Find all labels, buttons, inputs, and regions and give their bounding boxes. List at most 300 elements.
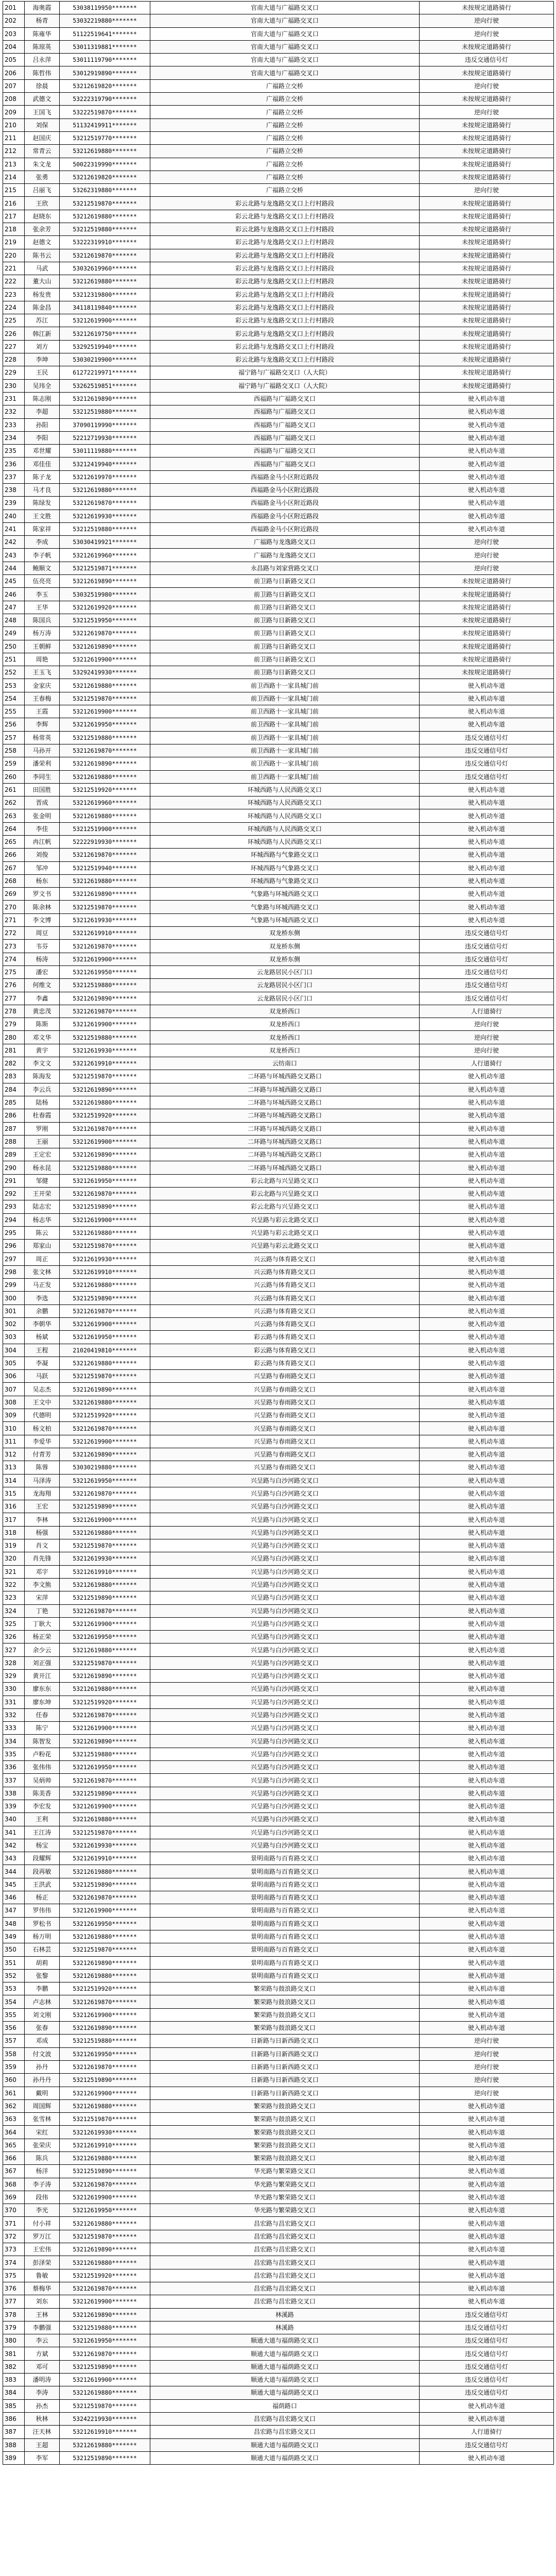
violation-type-cell: 驶入机动车道: [420, 679, 554, 692]
person-name-cell: 马正发: [25, 1279, 60, 1292]
violation-type-cell: 驶入机动车道: [420, 1161, 554, 1174]
id-number-cell: 53212619870*******: [60, 1005, 150, 1018]
person-name-cell: 王利: [25, 1813, 60, 1826]
table-row: [3, 223, 554, 236]
violation-type-cell: 违反交通信号灯: [420, 744, 554, 757]
violation-type-cell: 驶入机动车道: [420, 861, 554, 874]
id-number-cell: 53212619900*******: [60, 2374, 150, 2386]
location-cell: 兴呈路与白沙河路交叉口: [150, 1839, 420, 1852]
id-number-cell: 53212619870*******: [60, 1995, 150, 2008]
id-number-cell: 53212619950*******: [60, 1917, 150, 1930]
table-row: [3, 2060, 554, 2073]
row-number-cell: 226: [3, 327, 25, 340]
person-name-cell: 潘荣利: [25, 757, 60, 770]
violation-type-cell: 驶入机动车道: [420, 2113, 554, 2126]
location-cell: 彩云北路与龙逸路交叉口上行村路段: [150, 314, 420, 327]
location-cell: 广福路立交桥: [150, 145, 420, 158]
row-number-cell: 383: [3, 2374, 25, 2386]
location-cell: 云纺南口: [150, 1057, 420, 1070]
row-number-cell: 242: [3, 536, 25, 549]
violation-type-cell: 未按规定道路骑行: [420, 131, 554, 144]
table-row: [3, 1344, 554, 1357]
person-name-cell: 苏江: [25, 314, 60, 327]
violation-type-cell: 逆向行驶: [420, 14, 554, 27]
row-number-cell: 230: [3, 379, 25, 392]
person-name-cell: 张雪林: [25, 2113, 60, 2126]
table-row: [3, 1604, 554, 1617]
row-number-cell: 207: [3, 79, 25, 92]
row-number-cell: 343: [3, 1852, 25, 1865]
row-number-cell: 374: [3, 2256, 25, 2269]
row-number-cell: 249: [3, 627, 25, 640]
row-number-cell: 286: [3, 1109, 25, 1122]
location-cell: 官南大道与广福路交叉口: [150, 14, 420, 27]
person-name-cell: 王宏伟: [25, 2243, 60, 2256]
row-number-cell: 320: [3, 1552, 25, 1565]
person-name-cell: 王欣: [25, 197, 60, 210]
id-number-cell: 53212519870*******: [60, 1370, 150, 1383]
table-row: [3, 2282, 554, 2295]
person-name-cell: 吴炳帅: [25, 1774, 60, 1787]
person-name-cell: 丁耿大: [25, 1617, 60, 1630]
id-number-cell: 53212519890*******: [60, 1878, 150, 1891]
row-number-cell: 247: [3, 601, 25, 614]
person-name-cell: 周正: [25, 1252, 60, 1265]
id-number-cell: 53212619870*******: [60, 744, 150, 757]
id-number-cell: 53212619880*******: [60, 1865, 150, 1878]
row-number-cell: 238: [3, 483, 25, 496]
violation-type-cell: 驶入机动车道: [420, 522, 554, 535]
table-row: [3, 927, 554, 940]
id-number-cell: 53212619900*******: [60, 1018, 150, 1031]
violation-type-cell: 未按规定道路骑行: [420, 575, 554, 588]
table-row: [3, 1982, 554, 1995]
id-number-cell: 53212619910*******: [60, 1057, 150, 1070]
violation-type-cell: 驶入机动车道: [420, 1995, 554, 2008]
person-name-cell: 李爱华: [25, 1435, 60, 1448]
violation-type-cell: 违反交通信号灯: [420, 2360, 554, 2373]
person-name-cell: 周国辉: [25, 2099, 60, 2112]
row-number-cell: 297: [3, 1252, 25, 1265]
table-row: [3, 483, 554, 496]
person-name-cell: 武德文: [25, 93, 60, 106]
violation-type-cell: 逆向行驶: [420, 2035, 554, 2047]
location-cell: 顺通大道与福荫路交叉口: [150, 2451, 420, 2464]
person-name-cell: 余少云: [25, 1643, 60, 1656]
table-row: [3, 1800, 554, 1812]
location-cell: 西福路金马小区附近路段: [150, 470, 420, 483]
location-cell: 西福路与广福路交叉口: [150, 405, 420, 418]
row-number-cell: 212: [3, 145, 25, 158]
location-cell: 繁荣路与鼓浪路交叉口: [150, 2151, 420, 2164]
table-row: [3, 1969, 554, 1982]
violation-type-cell: 驶入机动车道: [420, 705, 554, 718]
table-row: [3, 497, 554, 510]
location-cell: 前卫西路十一家具城门前: [150, 757, 420, 770]
table-row: [3, 1852, 554, 1865]
id-number-cell: 53212519890*******: [60, 1200, 150, 1213]
table-row: [3, 1240, 554, 1252]
location-cell: 彩云北路与龙逸路交叉口上行村路段: [150, 249, 420, 262]
person-name-cell: 丁艳: [25, 1604, 60, 1617]
violation-type-cell: 人行道骑行: [420, 2426, 554, 2438]
row-number-cell: 224: [3, 301, 25, 314]
person-name-cell: 胡莉: [25, 1956, 60, 1969]
table-row: [3, 992, 554, 1005]
id-number-cell: 21020419810*******: [60, 1344, 150, 1357]
table-row: [3, 79, 554, 92]
violation-type-cell: 未按规定道路骑行: [420, 653, 554, 666]
location-cell: 兴云路与体育路交叉口: [150, 1304, 420, 1317]
id-number-cell: 53212619890*******: [60, 1148, 150, 1161]
location-cell: 彩云北路与龙逸路交叉口上行村路段: [150, 340, 420, 353]
table-row: [3, 353, 554, 366]
person-name-cell: 陈国兵: [25, 614, 60, 626]
table-row: [3, 249, 554, 262]
person-name-cell: 李子帆: [25, 549, 60, 562]
person-name-cell: 彭泽荣: [25, 2256, 60, 2269]
person-name-cell: 潘明涛: [25, 2374, 60, 2386]
location-cell: 福宁路与广福路交叉口（人大院）: [150, 379, 420, 392]
location-cell: 昌宏路与昌宏路交叉口: [150, 2230, 420, 2243]
person-name-cell: 李涛: [25, 2386, 60, 2399]
location-cell: 昌宏路与昌宏路交叉口: [150, 2256, 420, 2269]
row-number-cell: 300: [3, 1292, 25, 1304]
row-number-cell: 361: [3, 2087, 25, 2099]
location-cell: 顺通大道与福荫路交叉口: [150, 2347, 420, 2360]
person-name-cell: 王朝鲜: [25, 640, 60, 653]
id-number-cell: 53292419930*******: [60, 666, 150, 679]
row-number-cell: 229: [3, 366, 25, 379]
location-cell: 彩云北路与兴呈路交叉口: [150, 1200, 420, 1213]
row-number-cell: 255: [3, 705, 25, 718]
location-cell: 景明南路与百育路交叉口: [150, 1917, 420, 1930]
location-cell: 兴呈路与白沙河路交叉口: [150, 1578, 420, 1591]
violation-type-cell: 驶入机动车道: [420, 1226, 554, 1239]
person-name-cell: 刘方: [25, 340, 60, 353]
violation-type-cell: 逆向行驶: [420, 1018, 554, 1031]
id-number-cell: 53212619880*******: [60, 210, 150, 223]
id-number-cell: 53032219880*******: [60, 14, 150, 27]
id-number-cell: 53212619900*******: [60, 1513, 150, 1526]
violation-type-cell: 驶入机动车道: [420, 692, 554, 705]
row-number-cell: 272: [3, 927, 25, 940]
violation-type-cell: 逆向行驶: [420, 184, 554, 197]
table-row: [3, 445, 554, 457]
person-name-cell: 马才良: [25, 483, 60, 496]
row-number-cell: 279: [3, 1018, 25, 1031]
id-number-cell: 53212519880*******: [60, 1031, 150, 1044]
table-body: [3, 2, 554, 2465]
location-cell: 前卫路与日新路交叉口: [150, 575, 420, 588]
violation-type-cell: 驶入机动车道: [420, 1213, 554, 1226]
table-row: [3, 809, 554, 822]
id-number-cell: 61272219971*******: [60, 366, 150, 379]
location-cell: 气象路与环城西路交叉口: [150, 913, 420, 926]
id-number-cell: 53212619950*******: [60, 2047, 150, 2060]
person-name-cell: 张余芳: [25, 223, 60, 236]
violation-type-cell: 驶入机动车道: [420, 1448, 554, 1461]
id-number-cell: 53212619900*******: [60, 1317, 150, 1330]
location-cell: 日新路与日新西路交叉口: [150, 2074, 420, 2087]
violation-type-cell: 违反交通信号灯: [420, 979, 554, 992]
id-number-cell: 53212519920*******: [60, 1982, 150, 1995]
row-number-cell: 299: [3, 1279, 25, 1292]
table-row: [3, 1565, 554, 1578]
table-row: [3, 1696, 554, 1708]
table-row: [3, 379, 554, 392]
violation-type-cell: 驶入机动车道: [420, 1852, 554, 1865]
row-number-cell: 365: [3, 2139, 25, 2151]
violation-type-cell: 逆向行驶: [420, 106, 554, 118]
row-number-cell: 370: [3, 2204, 25, 2217]
violation-type-cell: 驶入机动车道: [420, 1292, 554, 1304]
id-number-cell: 53212619870*******: [60, 2060, 150, 2073]
id-number-cell: 53212619930*******: [60, 1839, 150, 1852]
person-name-cell: 杨洋: [25, 2165, 60, 2178]
location-cell: 西福路与广福路交叉口: [150, 392, 420, 405]
violation-type-cell: 未按规定道路骑行: [420, 666, 554, 679]
table-row: [3, 888, 554, 901]
violation-type-cell: 驶入机动车道: [420, 1735, 554, 1748]
location-cell: 兴呈路与白沙河路交叉口: [150, 1631, 420, 1643]
location-cell: 林溪路: [150, 2321, 420, 2334]
location-cell: 昌宏路与昌宏路交叉口: [150, 2282, 420, 2295]
table-row: [3, 2374, 554, 2386]
person-name-cell: 周豆: [25, 927, 60, 940]
violation-type-cell: 驶入机动车道: [420, 1279, 554, 1292]
violation-type-cell: 驶入机动车道: [420, 1513, 554, 1526]
id-number-cell: 53212619880*******: [60, 1526, 150, 1539]
location-cell: 彩云北路与龙逸路交叉口上行村路段: [150, 301, 420, 314]
id-number-cell: 53212619900*******: [60, 1722, 150, 1735]
row-number-cell: 268: [3, 874, 25, 887]
table-row: [3, 1839, 554, 1852]
row-number-cell: 259: [3, 757, 25, 770]
table-row: [3, 965, 554, 978]
location-cell: 二环路与环城西路交叉路口: [150, 1135, 420, 1148]
violation-type-cell: 驶入机动车道: [420, 1891, 554, 1904]
row-number-cell: 258: [3, 744, 25, 757]
id-number-cell: 53212519870*******: [60, 2230, 150, 2243]
violation-type-cell: 驶入机动车道: [420, 1422, 554, 1435]
person-name-cell: 张文林: [25, 1265, 60, 1278]
location-cell: 福宁路与广福路交叉口（人大院）: [150, 366, 420, 379]
table-row: [3, 1279, 554, 1292]
person-name-cell: 鲍顺文: [25, 562, 60, 574]
location-cell: 顺通大道与福荫路交叉口: [150, 2374, 420, 2386]
violation-type-cell: 违反交通信号灯: [420, 2321, 554, 2334]
violation-type-cell: 违反交通信号灯: [420, 757, 554, 770]
table-row: [3, 913, 554, 926]
row-number-cell: 351: [3, 1956, 25, 1969]
person-name-cell: 邹健: [25, 1174, 60, 1187]
violation-type-cell: 驶入机动车道: [420, 1109, 554, 1122]
person-name-cell: 金家庆: [25, 679, 60, 692]
table-row: [3, 2269, 554, 2282]
location-cell: 彩云路与体育路交叉口: [150, 1344, 420, 1357]
id-number-cell: 53212519890*******: [60, 1591, 150, 1604]
table-row: [3, 718, 554, 731]
person-name-cell: 杨万涛: [25, 627, 60, 640]
table-row: [3, 2113, 554, 2126]
row-number-cell: 303: [3, 1331, 25, 1344]
table-row: [3, 522, 554, 535]
id-number-cell: 53212519880*******: [60, 522, 150, 535]
person-name-cell: 马孙开: [25, 744, 60, 757]
table-row: [3, 2139, 554, 2151]
location-cell: 兴呈路与白沙河路交叉口: [150, 1552, 420, 1565]
violation-type-cell: 驶入机动车道: [420, 1787, 554, 1800]
row-number-cell: 290: [3, 1161, 25, 1174]
table-row: [3, 2074, 554, 2087]
location-cell: 兴云路与体育路交叉口: [150, 1265, 420, 1278]
violation-type-cell: 驶入机动车道: [420, 718, 554, 731]
location-cell: 景明南路与百育路交叉口: [150, 1956, 420, 1969]
violation-type-cell: 逆向行驶: [420, 2087, 554, 2099]
row-number-cell: 362: [3, 2099, 25, 2112]
person-name-cell: 罗万江: [25, 2230, 60, 2243]
row-number-cell: 246: [3, 588, 25, 601]
id-number-cell: 53212619900*******: [60, 1904, 150, 1917]
table-row: [3, 940, 554, 953]
location-cell: 广福路立交桥: [150, 118, 420, 131]
location-cell: 兴呈路与白沙河路交叉口: [150, 1591, 420, 1604]
person-name-cell: 王江涛: [25, 1826, 60, 1839]
location-cell: 彩云北路与兴呈路交叉口: [150, 1188, 420, 1200]
violation-type-cell: 驶入机动车道: [420, 849, 554, 861]
row-number-cell: 376: [3, 2282, 25, 2295]
location-cell: 兴呈路与白沙河路交叉口: [150, 1474, 420, 1487]
location-cell: 广福路立交桥: [150, 171, 420, 183]
id-number-cell: 53212619950*******: [60, 2204, 150, 2217]
row-number-cell: 360: [3, 2074, 25, 2087]
violation-type-cell: 驶入机动车道: [420, 457, 554, 470]
person-name-cell: 冉江帆: [25, 836, 60, 849]
location-cell: 日新路与日新西路交叉口: [150, 2035, 420, 2047]
table-row: [3, 1135, 554, 1148]
id-number-cell: 53212619870*******: [60, 1891, 150, 1904]
row-number-cell: 244: [3, 562, 25, 574]
person-name-cell: 杜春霞: [25, 1109, 60, 1122]
row-number-cell: 363: [3, 2113, 25, 2126]
id-number-cell: 53212619880*******: [60, 145, 150, 158]
table-row: [3, 1513, 554, 1526]
row-number-cell: 267: [3, 861, 25, 874]
row-number-cell: 302: [3, 1317, 25, 1330]
id-number-cell: 53262519851*******: [60, 379, 150, 392]
id-number-cell: 53212619890*******: [60, 1448, 150, 1461]
table-row: [3, 1539, 554, 1552]
person-name-cell: 王霞: [25, 705, 60, 718]
location-cell: 双龙桥西口: [150, 1005, 420, 1018]
person-name-cell: 付青芳: [25, 1448, 60, 1461]
id-number-cell: 53212619920*******: [60, 601, 150, 614]
person-name-cell: 陆杨: [25, 1096, 60, 1109]
violation-type-cell: 驶入机动车道: [420, 1526, 554, 1539]
violation-type-cell: 驶入机动车道: [420, 431, 554, 444]
person-name-cell: 杨文柏: [25, 1422, 60, 1435]
location-cell: 彩云路与体育路交叉口: [150, 1357, 420, 1369]
id-number-cell: 53212619900*******: [60, 1617, 150, 1630]
person-name-cell: 邓可: [25, 2360, 60, 2373]
table-row: [3, 2191, 554, 2204]
id-number-cell: 51122519641*******: [60, 27, 150, 40]
violation-type-cell: 违反交通信号灯: [420, 953, 554, 965]
id-number-cell: 53212319800*******: [60, 288, 150, 301]
id-number-cell: 53212619870*******: [60, 1774, 150, 1787]
person-name-cell: 肖文: [25, 1539, 60, 1552]
id-number-cell: 53212619930*******: [60, 510, 150, 522]
person-name-cell: 杨万明: [25, 1930, 60, 1943]
person-name-cell: 李鹏强: [25, 2321, 60, 2334]
id-number-cell: 53212619900*******: [60, 2008, 150, 2021]
table-row: [3, 1943, 554, 1956]
violation-type-cell: 驶入机动车道: [420, 1317, 554, 1330]
table-row: [3, 614, 554, 626]
violation-type-cell: 未按规定道路骑行: [420, 301, 554, 314]
table-row: [3, 1631, 554, 1643]
row-number-cell: 337: [3, 1774, 25, 1787]
id-number-cell: 53212519890*******: [60, 2165, 150, 2178]
table-row: [3, 1370, 554, 1383]
location-cell: 云龙路居民小区门口: [150, 992, 420, 1005]
id-number-cell: 53212619880*******: [60, 874, 150, 887]
person-name-cell: 陈智发: [25, 1735, 60, 1748]
person-name-cell: 赵德文: [25, 236, 60, 249]
location-cell: 昌宏路与昌宏路交叉口: [150, 2412, 420, 2425]
violation-type-cell: 驶入机动车道: [420, 1370, 554, 1383]
row-number-cell: 239: [3, 497, 25, 510]
violation-type-cell: 违反交通信号灯: [420, 927, 554, 940]
table-row: [3, 1617, 554, 1630]
table-row: [3, 1409, 554, 1422]
person-name-cell: 马跃: [25, 1370, 60, 1383]
location-cell: 西福路与广福路交叉口: [150, 418, 420, 431]
table-row: [3, 653, 554, 666]
violation-type-cell: 驶入机动车道: [420, 1435, 554, 1448]
violation-type-cell: 驶入机动车道: [420, 1552, 554, 1565]
violation-type-cell: 驶入机动车道: [420, 1708, 554, 1721]
location-cell: 前卫西路十一家具城门前: [150, 679, 420, 692]
person-name-cell: 李鹏: [25, 1982, 60, 1995]
person-name-cell: 王林: [25, 2308, 60, 2321]
location-cell: 兴呈路与白沙河路交叉口: [150, 1800, 420, 1812]
table-row: [3, 1500, 554, 1513]
row-number-cell: 321: [3, 1565, 25, 1578]
row-number-cell: 211: [3, 131, 25, 144]
violation-type-cell: 驶入机动车道: [420, 1357, 554, 1369]
table-row: [3, 1213, 554, 1226]
row-number-cell: 384: [3, 2386, 25, 2399]
location-cell: 繁荣路与鼓浪路交叉口: [150, 2008, 420, 2021]
violation-type-cell: 驶入机动车道: [420, 1865, 554, 1878]
id-number-cell: 51132419911*******: [60, 118, 150, 131]
row-number-cell: 350: [3, 1943, 25, 1956]
row-number-cell: 348: [3, 1917, 25, 1930]
row-number-cell: 324: [3, 1604, 25, 1617]
location-cell: 兴呈路与白沙河路交叉口: [150, 1487, 420, 1500]
violation-type-cell: 驶入机动车道: [420, 913, 554, 926]
violation-type-cell: 驶入机动车道: [420, 1500, 554, 1513]
row-number-cell: 338: [3, 1787, 25, 1800]
location-cell: 昌宏路与昌宏路交叉口: [150, 2243, 420, 2256]
violation-type-cell: 驶入机动车道: [420, 1748, 554, 1760]
table-row: [3, 1578, 554, 1591]
person-name-cell: 陈斯: [25, 1018, 60, 1031]
person-name-cell: 陈子龙: [25, 470, 60, 483]
id-number-cell: 53212519870*******: [60, 1943, 150, 1956]
